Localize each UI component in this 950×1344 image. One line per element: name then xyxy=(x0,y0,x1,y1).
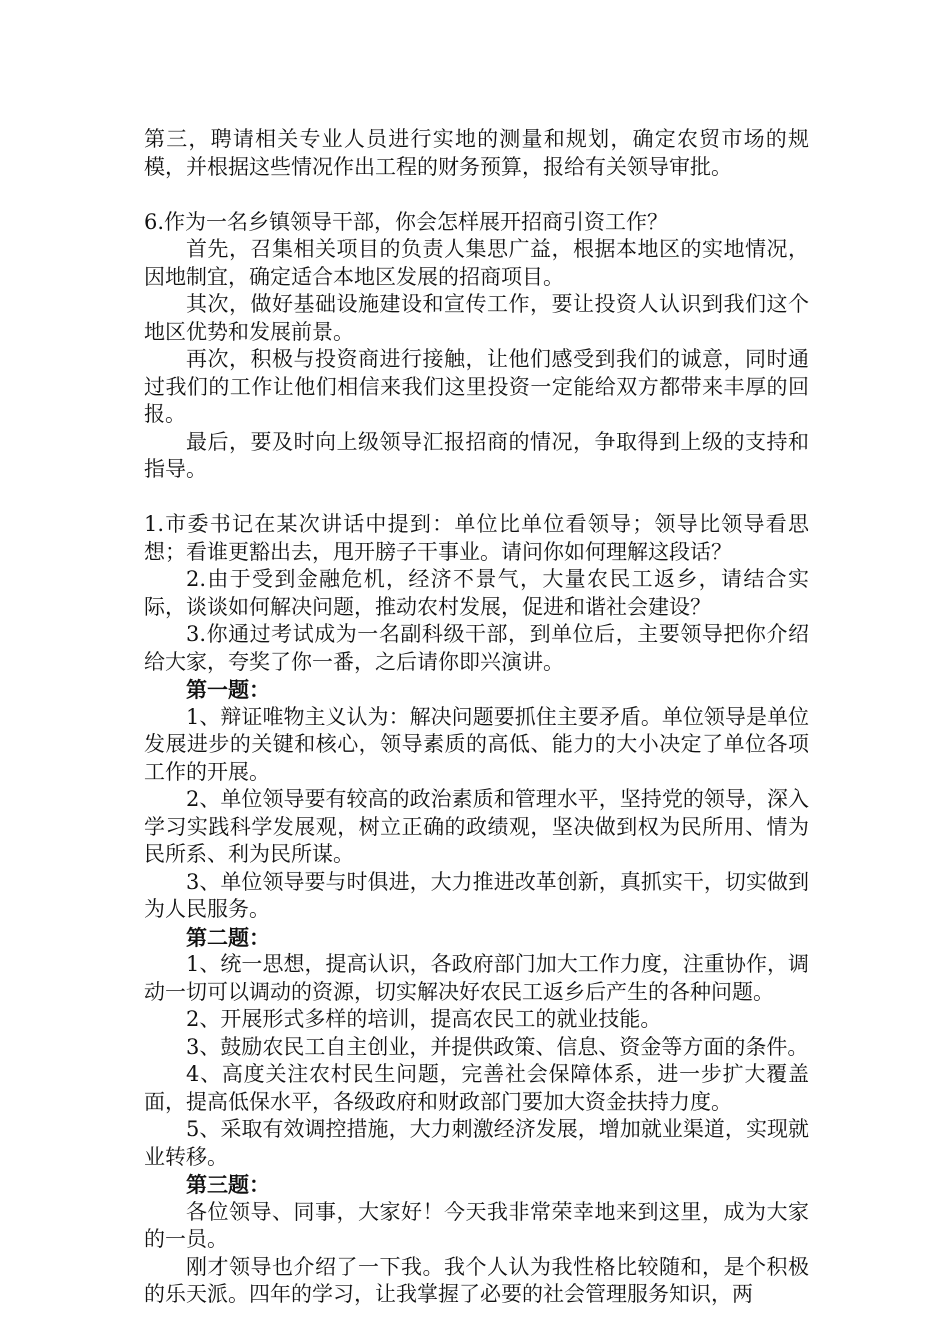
list-item: 1、统一思想，提高认识，各政府部门加大工作力度，注重协作，调动一切可以调动的资源，切实解决好农民工返乡后产生的各种问题。 xyxy=(144,952,809,1004)
blank-line xyxy=(144,181,809,209)
section-heading: 第二题： xyxy=(186,924,270,950)
list-item: 2、开展形式多样的培训，提高农民工的就业技能。 xyxy=(186,1007,662,1031)
question-item: 3.你通过考试成为一名副科级干部，到单位后，主要领导把你介绍给大家，夸奖了你一番，之后请你即兴演讲。 xyxy=(144,622,809,674)
list-item: 1、辩证唯物主义认为：解决问题要抓住主要矛盾。单位领导是单位发展进步的关键和核心，领导素质的高低、能力的大小决定了单位各项工作的开展。 xyxy=(144,704,809,784)
document-page xyxy=(144,126,809,1309)
paragraph: 刚才领导也介绍了一下我。我个人认为我性格比较随和，是个积极的乐天派。四年的学习，让我掌握了必要的社会管理服务知识，两 xyxy=(144,1254,809,1306)
list-item: 4、高度关注农村民生问题，完善社会保障体系，进一步扩大覆盖面，提高低保水平，各级政府和财政部门要加大资金扶持力度。 xyxy=(144,1062,809,1114)
question-heading: 6.作为一名乡镇领导干部，你会怎样展开招商引资工作？ xyxy=(144,209,669,234)
list-item: 3、单位领导要与时俱进，大力推进改革创新，真抓实干，切实做到为人民服务。 xyxy=(144,869,809,921)
list-item: 2、单位领导要有较高的政治素质和管理水平，坚持党的领导，深入学习实践科学发展观，树立正确的政绩观，坚决做到权为民所用、情为民所系、利为民所谋。 xyxy=(144,787,809,866)
section-heading: 第三题： xyxy=(186,1172,270,1197)
question-item: 1.市委书记在某次讲话中提到：单位比单位看领导；领导比领导看思想；看谁更豁出去，甩开膀子干事业。请问你如何理解这段话？ xyxy=(144,512,809,564)
paragraph: 其次，做好基础设施建设和宣传工作，要让投资人认识到我们这个地区优势和发展前景。 xyxy=(144,292,809,344)
paragraph: 各位领导、同事，大家好！今天我非常荣幸地来到这里，成为大家的一员。 xyxy=(144,1199,809,1251)
section-heading: 第一题： xyxy=(186,677,270,702)
blank-line xyxy=(144,484,809,512)
question-item: 2.由于受到金融危机，经济不景气，大量农民工返乡，请结合实际，谈谈如何解决问题，推动农村发展，促进和谐社会建设？ xyxy=(144,567,809,619)
list-item: 5、采取有效调控措施，大力刺激经济发展，增加就业渠道，实现就业转移。 xyxy=(144,1117,809,1169)
paragraph: 再次，积极与投资商进行接触，让他们感受到我们的诚意，同时通过我们的工作让他们相信来我们这里投资一定能给双方都带来丰厚的回报。 xyxy=(144,347,809,426)
paragraph: 首先，召集相关项目的负责人集思广益，根据本地区的实地情况，因地制宜，确定适合本地区发展的招商项目。 xyxy=(144,237,809,289)
paragraph: 第三，聘请相关专业人员进行实地的测量和规划，确定农贸市场的规模，并根据这些情况作出工程的财务预算，报给有关领导审批。 xyxy=(144,127,809,179)
list-item: 3、鼓励农民工自主创业，并提供政策、信息、资金等方面的条件。 xyxy=(186,1034,809,1059)
paragraph: 最后，要及时向上级领导汇报招商的情况，争取得到上级的支持和指导。 xyxy=(144,429,809,481)
